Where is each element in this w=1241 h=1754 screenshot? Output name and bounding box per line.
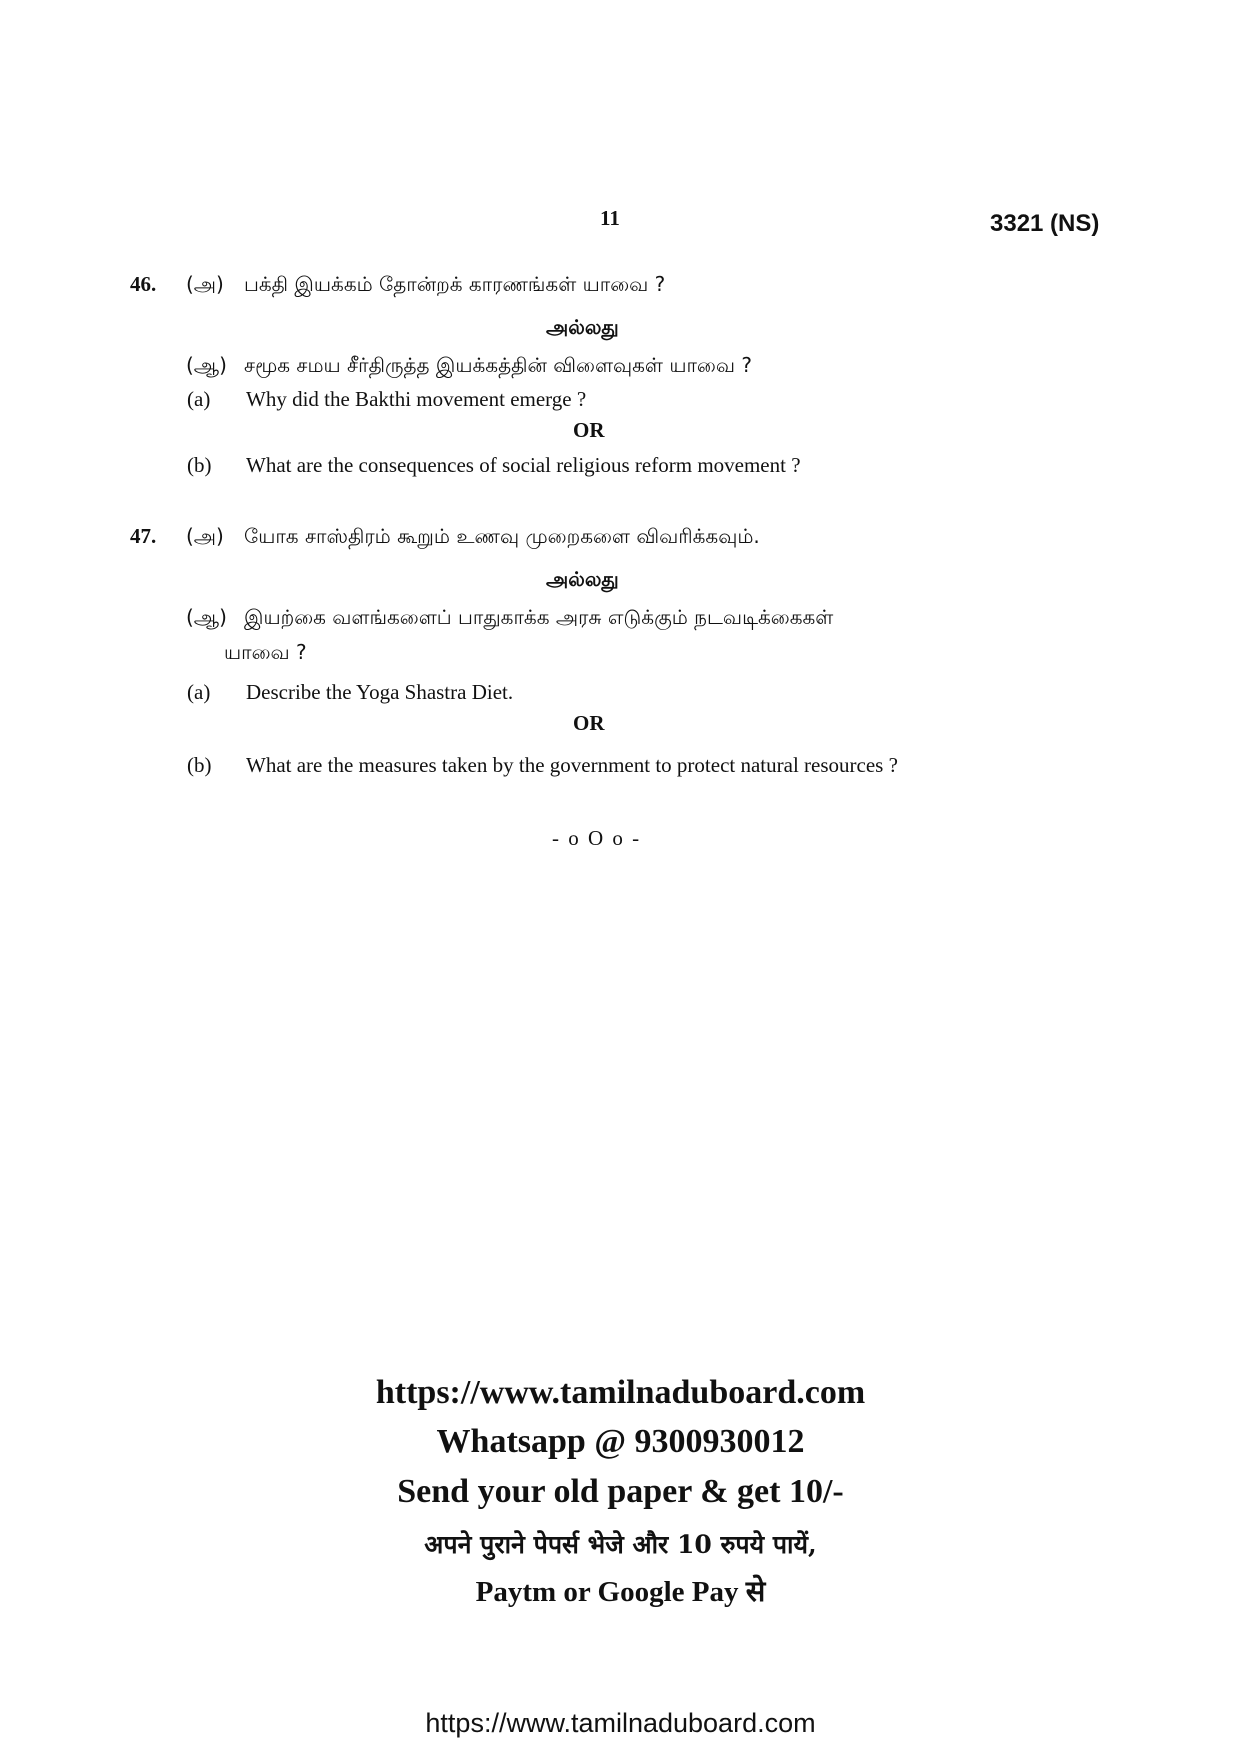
question-a: Describe the Yoga Shastra Diet. (246, 680, 514, 704)
tamil-question-a: பக்தி இயக்கம் தோன்றக் காரணங்கள் யாவை ? (244, 272, 666, 296)
tamil-option-label: (அ) (186, 524, 224, 548)
tamil-option-label: (ஆ) (186, 353, 227, 377)
end-mark: - o O o - (552, 826, 642, 850)
footer-url[interactable]: https://www.tamilnaduboard.com (425, 1708, 816, 1738)
question-number: 47. (130, 524, 157, 548)
tamil-or: அல்லது (546, 315, 619, 339)
or-label: OR (573, 711, 605, 735)
or-label: OR (573, 418, 605, 442)
tamil-option-label: (அ) (186, 272, 224, 296)
question-a: Why did the Bakthi movement emerge ? (246, 387, 587, 411)
promo-payment: Paytm or Google Pay से (475, 1576, 766, 1608)
promo-url[interactable]: https://www.tamilnaduboard.com (375, 1374, 866, 1411)
option-label: (b) (187, 753, 212, 777)
promo-send-paper: Send your old paper & get 10/- (397, 1473, 844, 1510)
option-label: (b) (187, 453, 212, 477)
tamil-question-b-line1: இயற்கை வளங்களைப் பாதுகாக்க அரசு எடுக்கும் நடவடிக்கைகள் (244, 605, 834, 629)
paper-code: 3321 (NS) (990, 210, 1100, 237)
question-b: What are the consequences of social religious reform movement ? (246, 453, 801, 477)
tamil-question-b: சமூக சமய சீர்திருத்த இயக்கத்தின் விளைவுகள் யாவை ? (244, 353, 752, 377)
option-label: (a) (187, 387, 211, 411)
tamil-question-a: யோக சாஸ்திரம் கூறும் உணவு முறைகளை விவரிக்கவும். (244, 524, 760, 548)
tamil-option-label: (ஆ) (186, 605, 227, 629)
tamil-or: அல்லது (546, 567, 619, 591)
page-number: 11 (600, 206, 620, 230)
tamil-question-b-line2: யாவை ? (224, 640, 307, 664)
promo-hindi: अपने पुराने पेपर्स भेजे और 10 रुपये पायें, (424, 1530, 817, 1559)
option-label: (a) (187, 680, 211, 704)
promo-whatsapp: Whatsapp @ 9300930012 (436, 1423, 805, 1460)
question-number: 46. (130, 272, 157, 296)
question-b: What are the measures taken by the government to protect natural resources ? (246, 753, 898, 777)
